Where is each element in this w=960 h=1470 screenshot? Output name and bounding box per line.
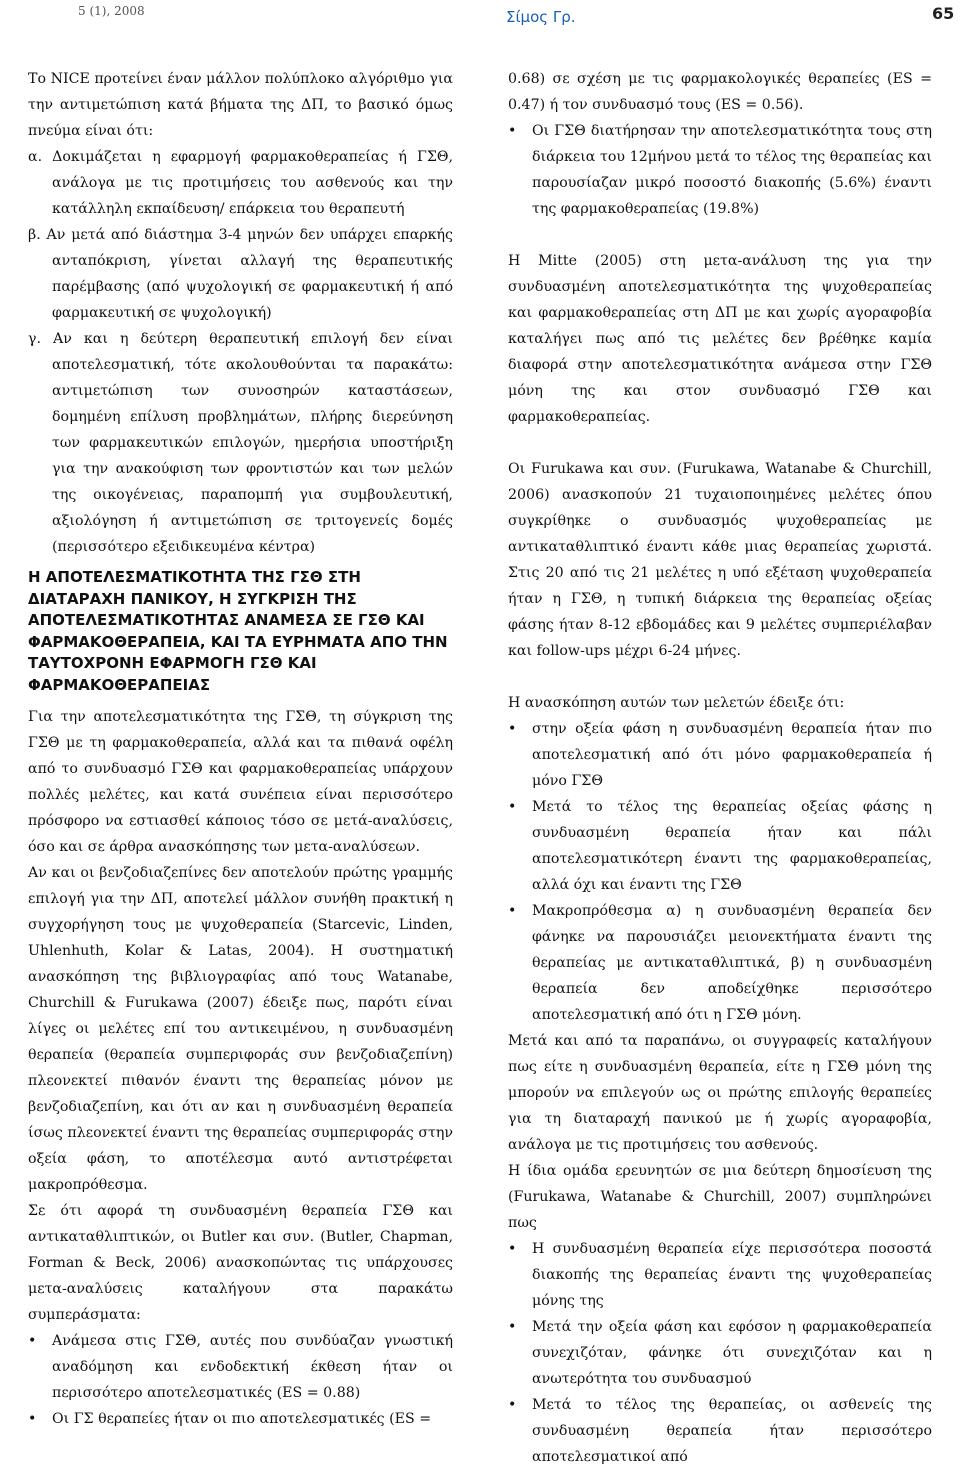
left-column — [28, 66, 453, 1432]
list-item: • στην οξεία φάση η συνδυασμένη θεραπεία ήταν πιο αποτελεσματική από ότι μόνο φαρμακοθεραπεία ή μόνο ΓΣΘ — [508, 716, 932, 794]
step-a: α. Δοκιμάζεται η εφαρμογή φαρμακοθεραπείας ή ΓΣΘ, ανάλογα με τις προτιμήσεις του ασθενούς και την κατάλληλη εκπαίδευση/ επάρκεια του θεραπευτή — [28, 149, 453, 217]
running-author: Σίμος Γρ. — [506, 8, 576, 26]
paragraph-efficacy: Για την αποτελεσματικότητα της ΓΣΘ, τη σύγκριση της ΓΣΘ με τη φαρμακοθεραπεία, αλλά και τα πιθανά οφέλη από το συνδυασμό ΓΣΘ και φαρμακοθεραπείας υπάρχουν πολλές μελέτες, και κατά συνέπεια είναι περισσότερο πρόσφορο να εστιασθεί κάποιος τόσο σε μετά-αναλύσεις, όσο και σε άρθρα ανασκόπησης των μετα-αναλύσεων. — [28, 709, 453, 855]
list-item: • Μακροπρόθεσμα α) η συνδυασμένη θεραπεία δεν φάνηκε να παρουσιάζει μειονεκτήματα έναντι της θεραπείας με αντικαταθλιπτικά, β) η συνδυασμένη θεραπεία δεν αποδείχθηκε περισσότερο αποτελεσματική από ότι η ΓΣΘ μόνη. — [508, 898, 932, 1028]
step-b: β. Αν μετά από διάστημα 3-4 μηνών δεν υπάρχει επαρκής ανταπόκριση, γίνεται αλλαγή της θεραπευτικής παρέμβασης (από ψυχολογική σε φαρμακευτική ή από φαρμακευτική σε ψυχολογική) — [28, 227, 453, 321]
list-item: • Οι ΓΣ θεραπείες ήταν οι πιο αποτελεσματικές (ES = — [28, 1406, 453, 1432]
paragraph-second-publication: Η ίδια ομάδα ερευνητών σε μια δεύτερη δημοσίευση της (Furukawa, Watanabe & Churchill, 2007) συμπληρώνει πως — [508, 1163, 932, 1231]
step-c: γ. Αν και η δεύτερη θεραπευτική επιλογή δεν είναι αποτελεσματική, τότε ακολουθούνται τα παρακάτω: αντιμετώπιση των συνοσηρών καταστάσεων, δομημένη επίλυση προβλημάτων, πλήρης διερεύνηση των φαρμακευτικών επιλογών, ημερήσια υποστήριξη για την ανακούφιση των φροντιστών και των μελών της οικογένειας, παραπομπή για συμβουλευτική, αξιολόγηση ή αντιμετώπιση σε τριτογενείς δομές (περισσότερο εξειδικευμένα κέντρα) — [28, 331, 453, 555]
review-findings-list — [508, 716, 932, 1028]
paragraph-benzodiazepines: Αν και οι βενζοδιαζεπίνες δεν αποτελούν πρώτης γραμμής επιλογή για την ΔΠ, αποτελεί μάλλον συνήθη πρακτική η συγχορήγηση τους με ψυχοθεραπεία (Starcevic, Linden, Uhlenhuth, Kolar & Latas, 2004). Η συστηματική ανασκόπηση της βιβλιογραφίας από τους Watanabe, Churchill & Furukawa (2007) έδειξε πως, παρότι είναι λίγες οι μελέτες επί του αντικειμένου, η συνδυασμένη θεραπεία (θεραπεία συμπεριφοράς συν βενζοδιαζεπίνη) πλεονεκτεί πιθανόν έναντι της θεραπείας μόνον με βενζοδιαζεπίνη, και ότι αν και η συνδυασμένη θεραπεία ίσως πλεονεκτεί έναντι της θεραπείας συμπεριφοράς στην οξεία φάση, το αποτέλεσμα αυτό αντιστρέφεται μακροπρόθεσμα. — [28, 865, 453, 1193]
page-number: 65 — [932, 4, 955, 23]
intro-paragraph: Το NICE προτείνει έναν μάλλον πολύπλοκο αλγόριθμο για την αντιμετώπιση κατά βήματα της ΔΠ, το βασικό όμως πνεύμα είναι ότι: — [28, 71, 453, 139]
list-item: • Η συνδυασμένη θεραπεία είχε περισσότερα ποσοστά διακοπής της θεραπείας έναντι της ψυχοθεραπείας μόνης της — [508, 1236, 932, 1314]
paragraph-furukawa: Οι Furukawa και συν. (Furukawa, Watanabe & Churchill, 2006) ανασκοπούν 21 τυχαιοποιημένες μελέτες όπου συγκρίθηκε ο συνδυασμός ψυχοθεραπείας με αντικαταθλιπτικό έναντι κάθε μιας θεραπείας χωριστά. Στις 20 από τις 21 μελέτες η υπό εξέταση ψυχοθεραπεία ήταν η ΓΣΘ, η τυπική διάρκεια της θεραπείας οξείας φάσης ήταν 8-12 εβδομάδες και 9 μελέτες συμπεριέλαβαν και follow-ups μέχρι 6-24 μήνες. — [508, 461, 932, 659]
list-item: • Μετά το τέλος της θεραπείας οξείας φάσης η συνδυασμένη θεραπεία ήταν και πάλι αποτελεσματικότερη έναντι της φαρμακοθεραπείας, αλλά όχι και έναντι της ΓΣΘ — [508, 794, 932, 898]
list-item: • Ανάμεσα στις ΓΣΘ, αυτές που συνδύαζαν γνωστική αναδόμηση και ενδοδεκτική έκθεση ήταν οι περισσότερο αποτελεσματικές (ES = 0.88) — [28, 1328, 453, 1406]
paragraph-conclusion: Μετά και από τα παραπάνω, οι συγγραφείς καταλήγουν πως είτε η συνδυασμένη θεραπεία, είτε η ΓΣΘ μόνη της μπορούν να επιλεγούν ως οι πρώτης επιλογής θεραπείες για τη διαταραχή πανικού με ή χωρίς αγοραφοβία, ανάλογα με τις προτιμήσεις του ασθενούς. — [508, 1033, 932, 1153]
right-column — [508, 66, 932, 1470]
paragraph-butler: Σε ότι αφορά τη συνδυασμένη θεραπεία ΓΣΘ και αντικαταθλιπτικών, οι Butler και συν. (Butler, Chapman, Forman & Beck, 2006) ανασκοπώντας τις υπάρχουσες μετα-αναλύσεις καταλήγουν στα παρακάτω συμπεράσματα: — [28, 1203, 453, 1323]
list-item: • Μετά το τέλος της θεραπείας, οι ασθενείς της συνδυασμένη θεραπεία ήταν περισσότερο αποτελεσματικοί από — [508, 1392, 932, 1470]
list-item: • Μετά την οξεία φάση και εφόσον η φαρμακοθεραπεία συνεχιζόταν, φάνηκε ότι συνεχιζόταν και η ανωτερότητα του συνδυασμού — [508, 1314, 932, 1392]
page-header — [0, 0, 960, 40]
butler-findings-list — [28, 1328, 453, 1432]
continuation-text: 0.68) σε σχέση με τις φαρμακολογικές θεραπείες (ES = 0.47) ή τον συνδυασμό τους (ES = 0.56). — [508, 71, 932, 113]
second-publication-list — [508, 1236, 932, 1470]
paragraph-review: Η ανασκόπηση αυτών των μελετών έδειξε ότι: — [508, 695, 845, 711]
journal-issue: 5 (1), 2008 — [78, 4, 145, 18]
paragraph-mitte: Η Mitte (2005) στη μετα-ανάλυση της για την συνδυασμένη αποτελεσματικότητα της ψυχοθεραπείας και φαρμακοθεραπείας στη ΔΠ με και χωρίς αγοραφοβία καταλήγει πως από τις μελέτες δεν βρέθηκε καμία διαφορά στην αποτελεσματικότητα ανάμεσα στην ΓΣΘ μόνη της και στον συνδυασμό ΓΣΘ και φαρμακοθεραπείας. — [508, 253, 932, 425]
butler-findings-list-cont — [508, 118, 932, 222]
section-heading: Η ΑΠΟΤΕΛΕΣΜΑΤΙΚΟΤΗΤΑ ΤΗΣ ΓΣΘ ΣΤΗ ΔΙΑΤΑΡΑΧΗ ΠΑΝΙΚΟΥ, Η ΣΥΓΚΡΙΣΗ ΤΗΣ ΑΠΟΤΕΛΕΣΜΑΤΙΚΟΤΗΤΑΣ ΑΝΑΜΕΣΑ ΣΕ ΓΣΘ ΚΑΙ ΦΑΡΜΑΚΟΘΕΡΑΠΕΙΑ, ΚΑΙ ΤΑ ΕΥΡΗΜΑΤΑ ΑΠΟ ΤΗΝ ΤΑΥΤΟΧΡΟΝΗ ΕΦΑΡΜΟΓΗ ΓΣΘ ΚΑΙ ΦΑΡΜΑΚΟΘΕΡΑΠΕΙΑΣ — [28, 568, 448, 694]
list-item: • Οι ΓΣΘ διατήρησαν την αποτελεσματικότητα τους στη διάρκεια του 12μήνου μετά το τέλος της θεραπείας και παρουσίαζαν μικρό ποσοστό διακοπής (5.6%) έναντι της φαρμακοθεραπείας (19.8%) — [508, 118, 932, 222]
